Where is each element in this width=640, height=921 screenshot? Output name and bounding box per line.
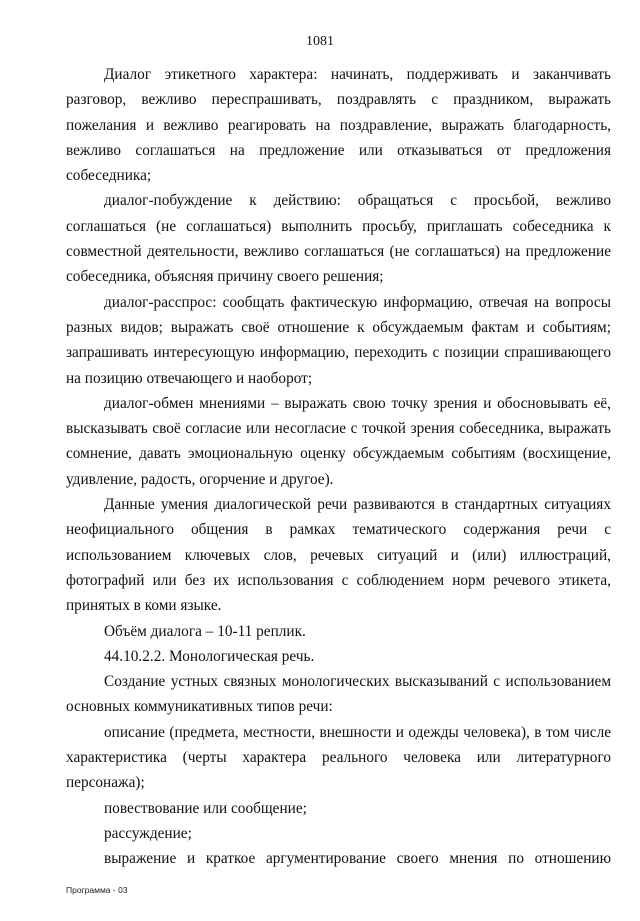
paragraph-description: описание (предмета, местности, внешности и одежды человека), в том числе характеристика (черты характера реального человека или литературного персонажа); (66, 723, 611, 792)
paragraph-narration: повествование или сообщение; (104, 799, 307, 817)
paragraph-reasoning: рассуждение; (104, 824, 192, 842)
paragraph-dialogue-skills: Данные умения диалогической речи развиваются в стандартных ситуациях неофициального общения в рамках тематического содержания речи с использованием ключевых слов, речевых ситуаций и (или) иллюстраций, фотографий или без их использования с соблюдением норм речевого этикета, принятых в коми языке. (66, 496, 611, 615)
paragraph-monologue-intro: Создание устных связных монологических высказываний с использованием основных коммуникативных типов речи: (66, 673, 611, 716)
paragraph-inquiry-dialogue: диалог-расспрос: сообщать фактическую информацию, отвечая на вопросы разных видов; выражать своё отношение к обсуждаемым фактам и событиям; запрашивать интересующую информацию, переходить с позиции спрашивающего на позицию отвечающего и наоборот; (66, 293, 611, 387)
paragraph-dialogue-volume: Объём диалога – 10-11 реплик. (104, 622, 306, 640)
paragraph-opinion-argument: выражение и краткое аргументирование своего мнения по отношению (104, 850, 611, 868)
paragraph-incentive-dialogue: диалог-побуждение к действию: обращаться с просьбой, вежливо соглашаться (не соглашаться) выполнить просьбу, приглашать собеседника к совместной деятельности, вежливо соглашаться (не соглашаться) на предложение собеседника, объясняя причину своего решения; (66, 192, 611, 286)
document-body (66, 62, 611, 872)
paragraph-opinion-exchange-dialogue: диалог-обмен мнениями – выражать свою точку зрения и обосновывать её, высказывать своё согласие или несогласие с точкой зрения собеседника, выражать сомнение, давать эмоциональную оценку обсуждаемым событиям (восхищение, удивление, радость, огорчение и другое). (66, 394, 611, 488)
page-number: 1081 (306, 34, 334, 49)
paragraph-etiquette-dialogue: Диалог этикетного характера: начинать, поддерживать и заканчивать разговор, вежливо переспрашивать, поздравлять с праздником, выражать пожелания и вежливо реагировать на поздравление, выражать благодарность, вежливо соглашаться на предложение или отказываться от предложения собеседника; (66, 66, 611, 185)
section-heading-monologue: 44.10.2.2. Монологическая речь. (104, 647, 315, 665)
footer-program-label: Программа - 03 (66, 885, 128, 895)
